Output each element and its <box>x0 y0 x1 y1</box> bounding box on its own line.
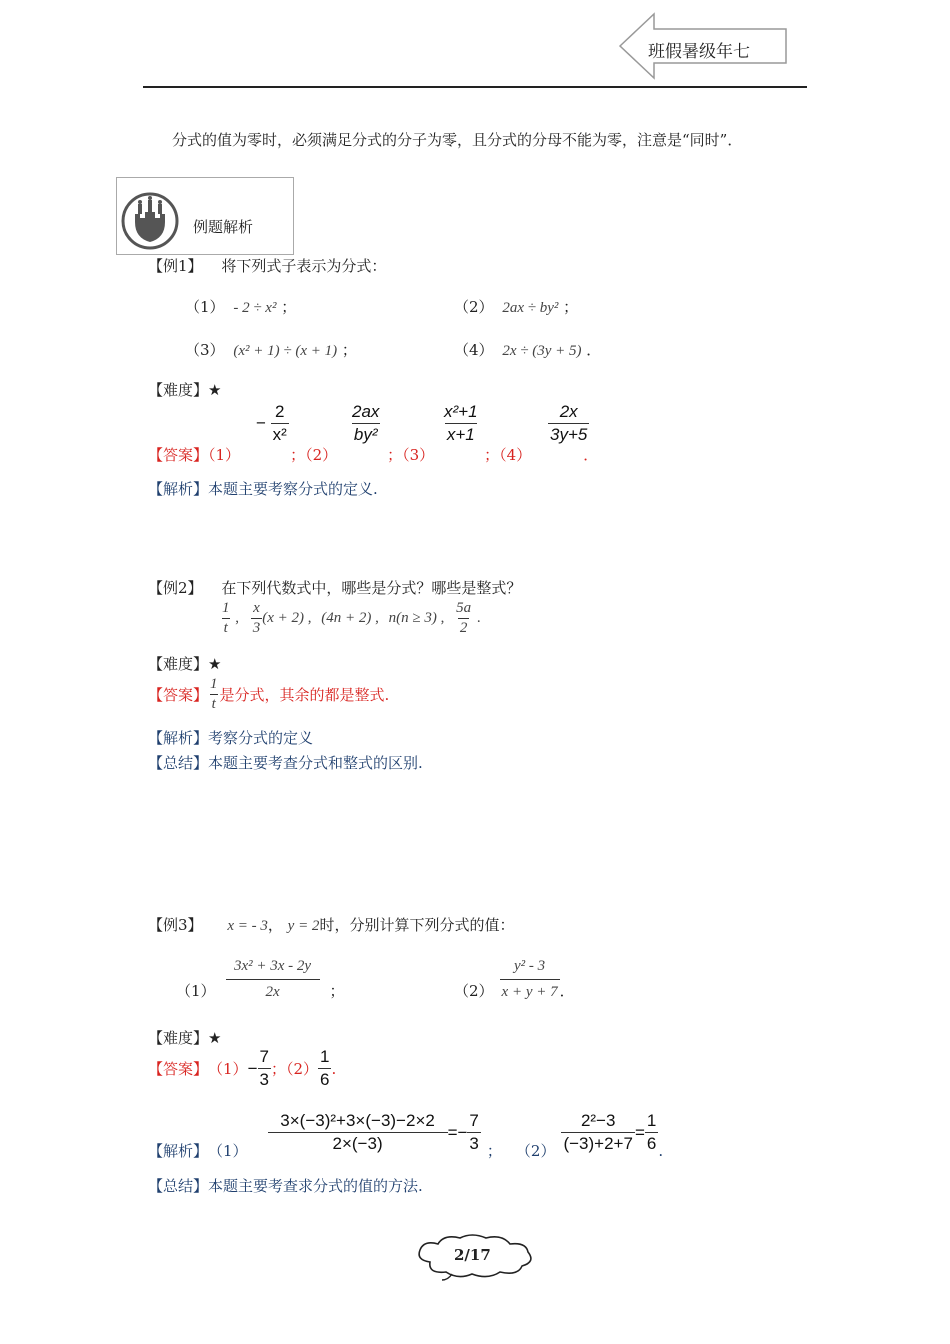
ex3-difficulty <box>148 1027 221 1048</box>
ex1-answer-frac-1 <box>256 402 289 445</box>
ex1-item-3-number: （3） <box>185 341 225 359</box>
section-badge <box>116 177 294 255</box>
page-number: 2/17 <box>454 1246 491 1264</box>
ex1-item-1 <box>185 296 296 317</box>
castle-icon <box>121 192 179 250</box>
ex2-answer-den: t <box>211 696 216 712</box>
ex3-summary-label: 【总结】 <box>148 1177 209 1195</box>
intro-paragraph: 分式的值为零时，必须满足分式的分子为零，且分式的分母不能为零，注意是“同时”． <box>172 131 743 149</box>
ex1-item-2-expr: 2ax ÷ by² <box>502 300 559 316</box>
ex1-item-2-end: ； <box>563 298 579 316</box>
ex3-analysis-c2-rden: 6 <box>646 1134 657 1153</box>
ex2-analysis <box>148 727 313 748</box>
ex2-label: 【例2】 <box>148 579 203 597</box>
ex3-q2-num: y² - 3 <box>514 958 546 974</box>
ex2-expr-b-den: 3 <box>252 620 261 636</box>
header-title: 班假暑级年七 <box>648 42 750 62</box>
ex1-answer-frac-4 <box>548 402 589 445</box>
ex3-q2 <box>454 958 575 1001</box>
ex1-question <box>148 255 386 276</box>
ex2-summary-text: 本题主要考查分式和整式的区别. <box>208 754 423 772</box>
ex3-analysis-c2-rnum: 1 <box>646 1111 657 1130</box>
ex1-item-3 <box>185 339 357 360</box>
ex3-answer-a2-den: 6 <box>320 1070 330 1089</box>
star-icon: ★ <box>208 381 222 399</box>
ex1-answer-label: 【答案】 <box>148 446 209 464</box>
ex3-summary-text: 本题主要考查求分式的值的方法. <box>208 1177 423 1195</box>
ex1-item-1-end: ； <box>281 298 297 316</box>
ex3-analysis-label: 【解析】 <box>148 1142 209 1160</box>
ex3-analysis-c1-rden: 3 <box>469 1134 479 1153</box>
ex3-answer-p1: （1） <box>208 1060 248 1078</box>
ex1-answer-frac-4-num: 2x <box>559 402 578 421</box>
ex3-analysis-c2-eq: = <box>634 1122 645 1142</box>
star-icon: ★ <box>208 1029 222 1047</box>
ex2-analysis-text: 考察分式的定义 <box>208 729 314 747</box>
ex2-difficulty-label: 【难度】 <box>148 655 209 673</box>
ex2-expr-a-den: t <box>223 620 228 636</box>
ex2-answer-label: 【答案】 <box>148 686 209 704</box>
ex3-analysis-c1-den: 2×(−3) <box>268 1132 448 1154</box>
ex1-answer-frac-1-sign: − <box>256 413 266 433</box>
ex1-answer-part-5: ． <box>583 446 599 464</box>
ex2-expr-c: (4n + 2) <box>321 610 372 626</box>
ex3-answer-end: . <box>331 1059 337 1078</box>
ex1-answer <box>148 444 598 465</box>
ex1-difficulty-label: 【难度】 <box>148 381 209 399</box>
ex3-answer-a1-den: 3 <box>259 1070 269 1089</box>
ex3-analysis-c2-num: 2²−3 <box>580 1111 616 1130</box>
ex3-difficulty-label: 【难度】 <box>148 1029 209 1047</box>
ex1-answer-part-3: ；（3） <box>387 446 435 464</box>
ex2-analysis-label: 【解析】 <box>148 729 209 747</box>
ex3-answer-sep: ；（2） <box>270 1060 319 1078</box>
ex3-answer <box>148 1047 336 1090</box>
ex1-answer-frac-2-den: by² <box>353 425 378 444</box>
ex3-analysis-p1: （1） <box>208 1142 248 1160</box>
ex1-answer-frac-3 <box>442 402 480 445</box>
ex1-item-4-number: （4） <box>454 341 494 359</box>
ex3-analysis-c1-eq: =− <box>447 1122 468 1142</box>
ex1-item-1-number: （1） <box>185 298 225 316</box>
ex1-item-3-expr: (x² + 1) ÷ (x + 1) <box>233 343 338 359</box>
ex3-q1-number: （1） <box>176 982 216 1000</box>
ex3-cond-y: y = 2 <box>287 918 320 934</box>
ex3-analysis-p2: （2） <box>515 1142 556 1160</box>
ex3-text: 时，分别计算下列分式的值： <box>319 916 515 934</box>
ex3-q2-end: ． <box>559 982 575 1000</box>
ex2-summary-label: 【总结】 <box>148 754 209 772</box>
ex1-text: 将下列式子表示为分式： <box>221 257 387 275</box>
ex3-summary <box>148 1175 423 1196</box>
ex3-question: 【例3】 x = - 3， y = 2时，分别计算下列分式的值： <box>148 916 515 934</box>
ex1-item-4-end: ． <box>586 341 602 359</box>
ex3-analysis-c2-den: (−3)+2+7 <box>563 1134 633 1153</box>
ex3-q1-den: 2x <box>226 979 320 1001</box>
ex2-expr-a-num: 1 <box>222 600 230 616</box>
ex3-q2-den: x + y + 7 <box>500 979 560 1001</box>
ex1-answer-frac-1-den: x² <box>272 425 287 444</box>
ex3-cond-x: x = - 3 <box>227 918 268 934</box>
ex1-item-2 <box>454 296 578 317</box>
ex2-expr-e-den: 2 <box>459 620 468 636</box>
ex2-expr-d: n(n ≥ 3) <box>388 610 437 626</box>
ex1-answer-part-2: ；（2） <box>290 446 338 464</box>
ex3-q2-number: （2） <box>454 982 494 1000</box>
ex3-label: 【例3】 <box>148 916 203 934</box>
ex1-answer-frac-2-num: 2ax <box>352 402 380 421</box>
ex3-analysis <box>148 1104 663 1161</box>
ex2-answer <box>148 676 389 713</box>
ex1-answer-part-4: ；（4） <box>484 446 532 464</box>
star-icon: ★ <box>208 655 222 673</box>
ex2-expr-e-num: 5a <box>456 600 472 616</box>
ex1-answer-frac-3-den: x+1 <box>446 425 475 444</box>
ex2-expressions: $\frac{1}{t}$ , $\frac{x}{3}$ (x + 2) , (4n + 2) , n(n ≥ 3) , $\frac{5a}{2}$ . <box>222 600 481 636</box>
ex2-expr-b-num: x <box>253 600 260 616</box>
ex1-answer-part-1: （1） <box>208 446 241 464</box>
ex3-analysis-end: . <box>658 1141 664 1160</box>
ex3-q1 <box>176 958 345 1001</box>
ex1-item-2-number: （2） <box>454 298 494 316</box>
ex3-q1-num: 3x² + 3x - 2y <box>234 958 312 974</box>
ex3-q1-end: ； <box>329 982 345 1000</box>
ex1-item-4-expr: 2x ÷ (3y + 5) <box>502 343 582 359</box>
ex1-label: 【例1】 <box>148 257 203 275</box>
ex1-item-3-end: ； <box>341 341 357 359</box>
ex3-answer-a2-num: 1 <box>320 1047 330 1066</box>
ex1-answer-frac-2 <box>350 402 381 445</box>
ex1-answer-frac-1-num: 2 <box>275 402 285 421</box>
ex2-expr-b-rest: (x + 2) <box>262 610 305 626</box>
header-rule <box>143 86 807 88</box>
ex1-item-4 <box>454 339 601 360</box>
ex2-answer-text: 是分式，其余的都是整式. <box>219 686 390 704</box>
ex1-analysis-text: 本题主要考察分式的定义. <box>208 480 378 498</box>
ex2-summary <box>148 752 423 773</box>
section-badge-label: 例题解析 <box>193 218 254 236</box>
ex2-difficulty <box>148 653 221 674</box>
ex1-analysis-label: 【解析】 <box>148 480 209 498</box>
ex2-text: 在下列代数式中，哪些是分式？哪些是整式？ <box>221 579 522 597</box>
ex1-answer-frac-4-den: 3y+5 <box>550 425 588 444</box>
ex1-item-1-expr: - 2 ÷ x² <box>233 300 277 316</box>
ex3-answer-label: 【答案】 <box>148 1060 209 1078</box>
ex3-analysis-c1-rnum: 7 <box>469 1111 479 1130</box>
ex3-analysis-c1-num: 3×(−3)²+3×(−3)−2×2 <box>280 1111 435 1130</box>
ex3-analysis-sep: ； <box>486 1142 502 1160</box>
ex3-answer-a1-num: 7 <box>259 1047 269 1066</box>
ex3-answer-a1-sign: − <box>247 1058 258 1078</box>
ex2-answer-num: 1 <box>210 676 218 692</box>
ex1-difficulty <box>148 379 221 400</box>
ex2-question <box>148 577 521 598</box>
ex1-answer-frac-3-num: x²+1 <box>444 402 478 421</box>
ex1-analysis <box>148 478 378 499</box>
